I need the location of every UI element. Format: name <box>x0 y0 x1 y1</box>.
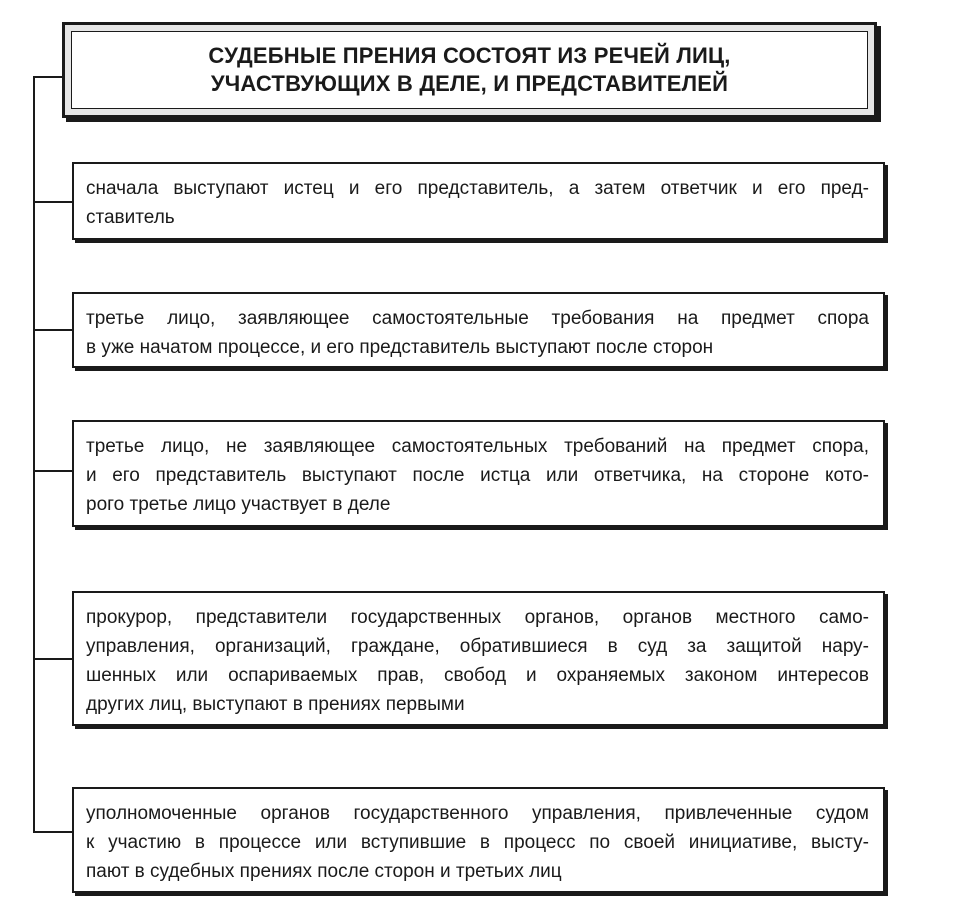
item-5-line-1: уполномоченные органов государственного управления, привлеченные судом <box>86 803 869 824</box>
connector-item-5 <box>33 831 73 833</box>
connector-item-1 <box>33 201 73 203</box>
item-2-line-2: в уже начатом процессе, и его представитель выступают после сторон <box>86 337 714 358</box>
item-box-4 <box>72 591 885 726</box>
item-5-line-3: пают в судебных прениях после сторон и третьих лиц <box>86 861 562 882</box>
item-box-1 <box>72 162 885 240</box>
item-3-line-3: рого третье лицо участвует в деле <box>86 494 391 515</box>
item-box-5 <box>72 787 885 893</box>
connector-title <box>33 76 63 78</box>
item-1-line-2: ставитель <box>86 207 175 228</box>
title-box <box>62 22 877 118</box>
item-2-line-1: третье лицо, заявляющее самостоятельные требования на предмет спора <box>86 308 869 329</box>
item-3-line-2: и его представитель выступают после истца или ответчика, на стороне кото- <box>86 465 869 486</box>
connector-item-2 <box>33 329 73 331</box>
item-box-3 <box>72 420 885 527</box>
item-4-line-1: прокурор, представители государственных органов, органов местного само- <box>86 607 869 628</box>
item-1-line-1: сначала выступают истец и его представитель, а затем ответчик и его пред- <box>86 178 869 199</box>
item-3-line-1: третье лицо, не заявляющее самостоятельных требований на предмет спора, <box>86 436 869 457</box>
connector-item-4 <box>33 658 73 660</box>
title-line-1: СУДЕБНЫЕ ПРЕНИЯ СОСТОЯТ ИЗ РЕЧЕЙ ЛИЦ, <box>208 43 731 68</box>
item-4-line-3: шенных или оспариваемых прав, свобод и охраняемых законом интересов <box>86 665 869 686</box>
title-inner-frame <box>71 31 868 109</box>
item-5-line-2: к участию в процессе или вступившие в процесс по своей инициативе, высту- <box>86 832 869 853</box>
title-line-2: УЧАСТВУЮЩИХ В ДЕЛЕ, И ПРЕДСТАВИТЕЛЕЙ <box>210 71 729 96</box>
item-4-line-4: других лиц, выступают в прениях первыми <box>86 694 465 715</box>
connector-item-3 <box>33 470 73 472</box>
item-box-2 <box>72 292 885 368</box>
connector-spine <box>33 76 35 833</box>
item-4-line-2: управления, организаций, граждане, обратившиеся в суд за защитой нару- <box>86 636 869 657</box>
